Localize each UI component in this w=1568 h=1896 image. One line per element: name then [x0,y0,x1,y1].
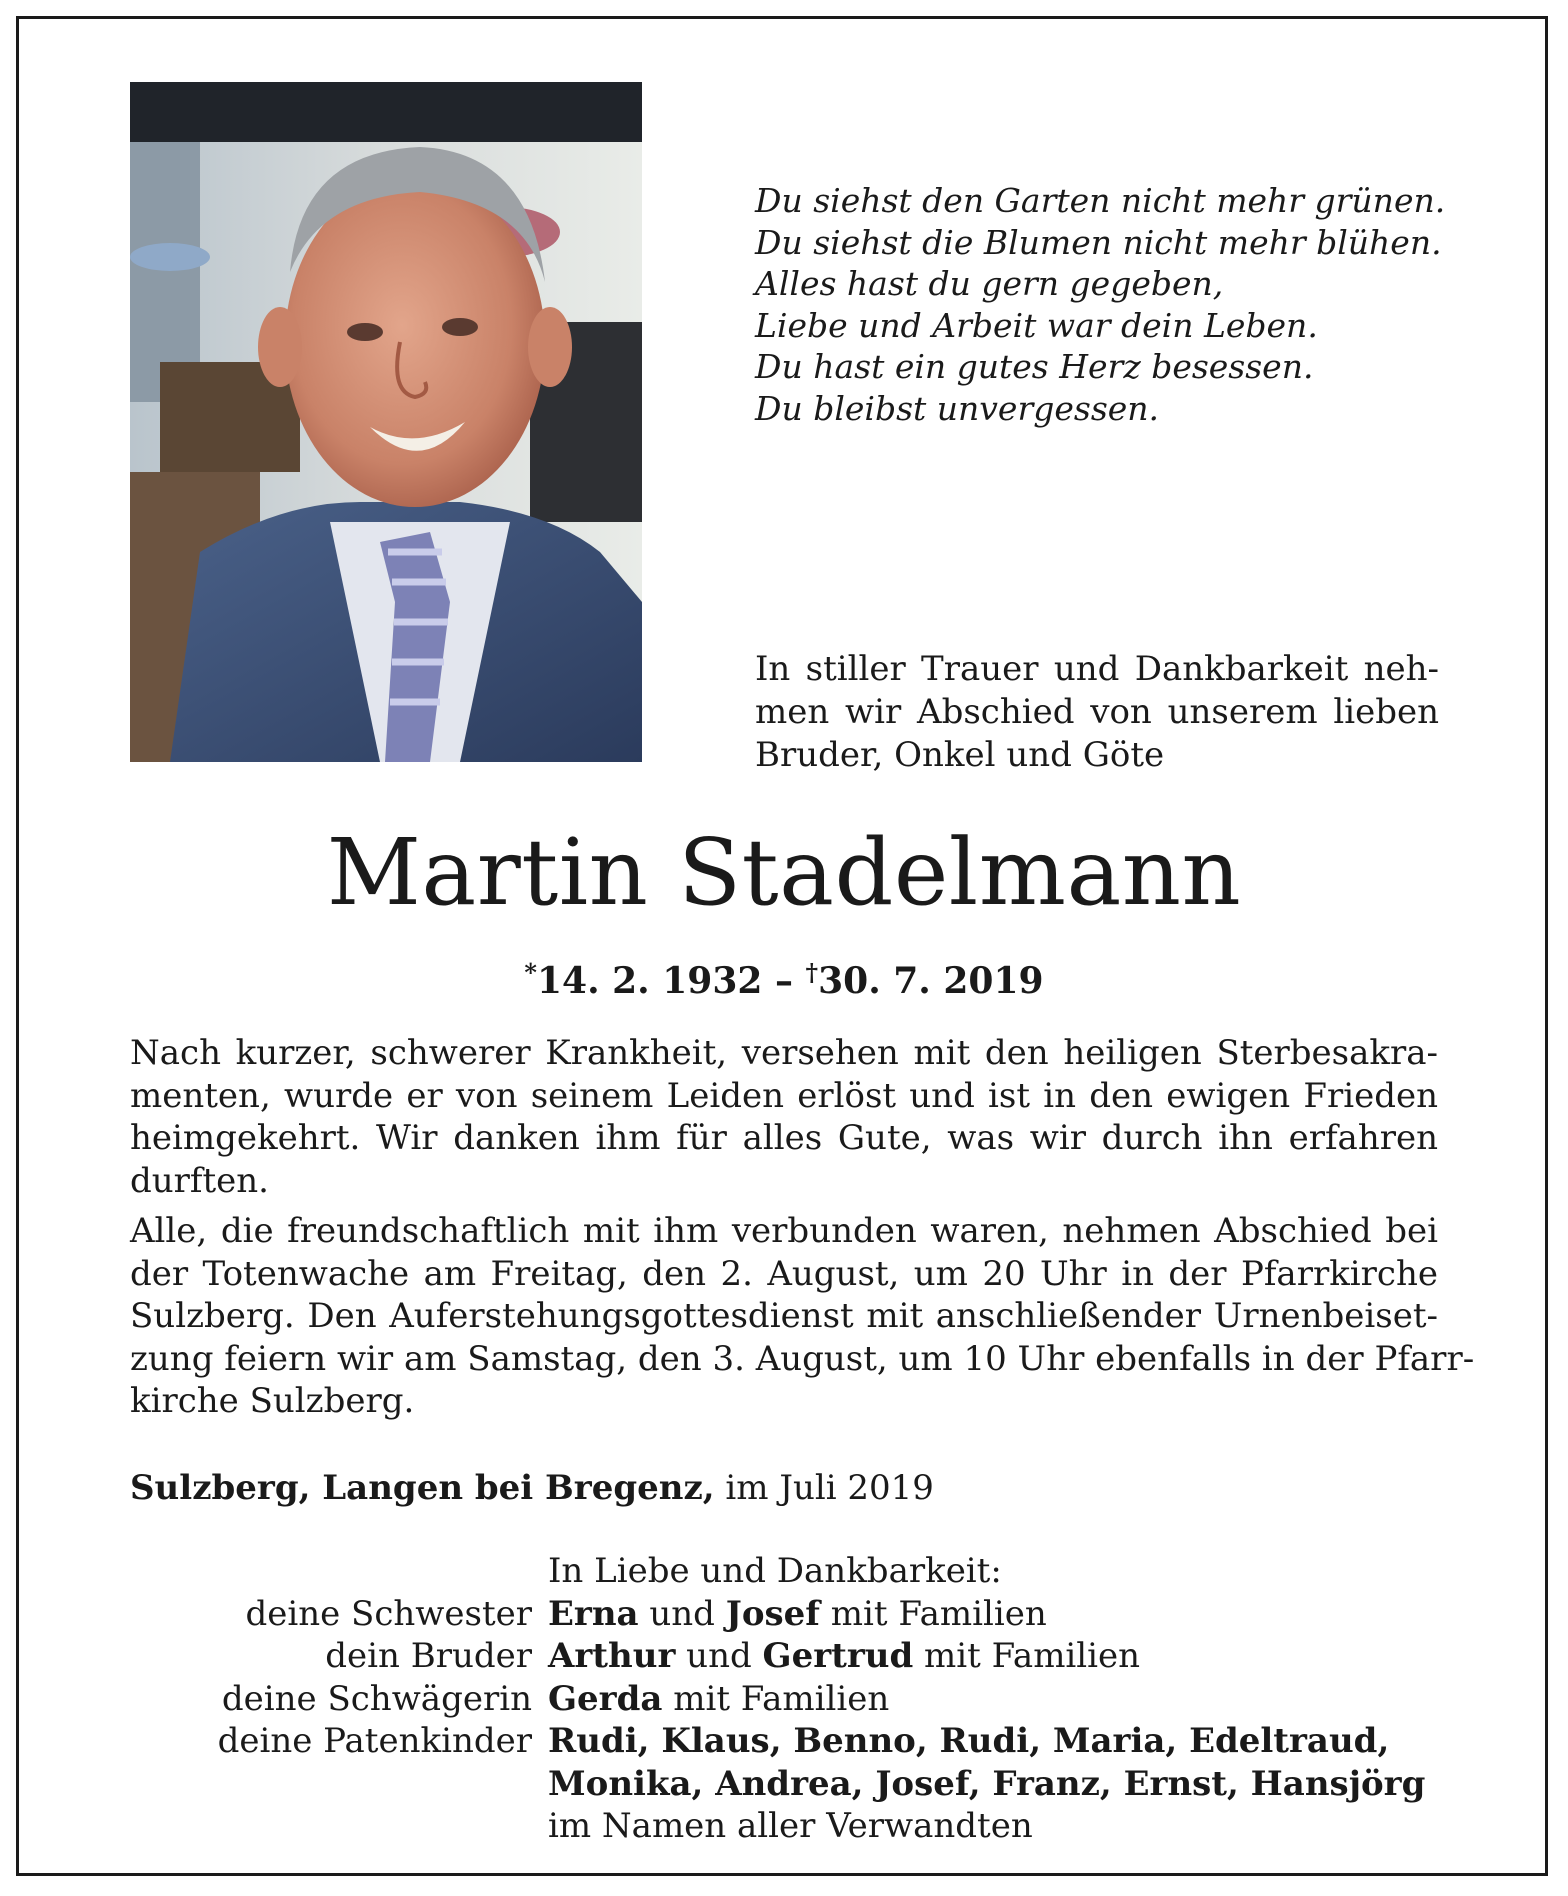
paragraph-line: zung feiern wir am Samstag, den 3. August, um 10 Uhr ebenfalls in der Pfarr- [130,1338,1475,1379]
signoff-row-godchildren [130,1720,1450,1763]
paragraph-line: Sulzberg. Den Auferstehungsgottesdienst mit anschließender Urnenbeiset- [130,1296,1438,1336]
poem-line: Du hast ein gutes Herz besessen. [755,347,1314,386]
signoff-row [130,1593,1450,1636]
poem-line: Alles hast du gern gegeben, [755,264,1224,303]
mourner-names: Gerda mit Familien [548,1678,890,1719]
paragraph-line: menten, wurde er von seinem Leiden erlöst und ist in den ewigen Frieden [130,1075,1438,1116]
place-names: Sulzberg, Langen bei Bregenz, [130,1468,715,1508]
place-date [130,1466,934,1510]
paragraph-line: heimgekehrt. Wir danken ihm für alles Gute, was wir durch ihn erfahren [130,1118,1438,1158]
signoff-row [130,1678,1450,1721]
poem-line: Liebe und Arbeit war dein Leben. [755,305,1318,345]
paragraph-line: Alle, die freundschaftlich mit ihm verbunden waren, nehmen Abschied bei [130,1211,1438,1251]
signoff-heading: In Liebe und Dankbarkeit: [548,1551,1002,1591]
intro-text [755,648,1439,777]
intro-line: men wir Abschied von unserem lieben [755,692,1439,732]
signoff-heading-row [130,1550,1450,1593]
death-symbol: † [805,958,819,987]
paragraph-services [130,1210,1475,1423]
poem-line: Du siehst den Garten nicht mehr grünen. [755,181,1446,220]
relation-label: deine Patenkinder [217,1721,532,1761]
paragraph-line: Nach kurzer, schwerer Krankheit, versehen mit den heiligen Sterbesakra- [130,1033,1438,1073]
paragraph-line: durften. [130,1160,269,1201]
relation-label: deine Schwägerin [221,1678,532,1719]
poem-line: Du bleibst unvergessen. [755,388,1160,428]
signoff [130,1550,1450,1848]
deceased-name: Martin Stadelmann [326,819,1242,926]
birth-symbol: * [524,958,537,987]
life-dates [0,950,1568,1004]
intro-line: In stiller Trauer und Dankbarkeit neh- [755,649,1439,689]
godchildren-names: Monika, Andrea, Josef, Franz, Ernst, Hansjörg [548,1763,1426,1804]
poem-line: Du siehst die Blumen nicht mehr blühen. [755,222,1442,262]
mourner-names: Arthur und Gertrud mit Familien [548,1636,1141,1676]
mourner-names: Erna und Josef mit Familien [548,1593,1047,1634]
signoff-row [130,1635,1450,1678]
death-date: 30. 7. 2019 [818,960,1044,1002]
godchildren-names: Rudi, Klaus, Benno, Rudi, Maria, Edeltraud, [548,1721,1390,1761]
portrait-photo [130,82,642,762]
birth-date: 14. 2. 1932 – [536,960,793,1002]
paragraph-line: der Totenwache am Freitag, den 2. August, um 20 Uhr in der Pfarrkirche [130,1253,1438,1294]
signoff-closing: im Namen aller Verwandten [548,1806,1033,1846]
relation-label: dein Bruder [325,1636,532,1676]
poem [755,180,1475,429]
notice-date: im Juli 2019 [725,1468,934,1508]
intro-line: Bruder, Onkel und Göte [755,735,1165,775]
relation-label: deine Schwester [245,1593,532,1634]
paragraph-line: kirche Sulzberg. [130,1381,415,1421]
paragraph-illness [130,1032,1438,1202]
